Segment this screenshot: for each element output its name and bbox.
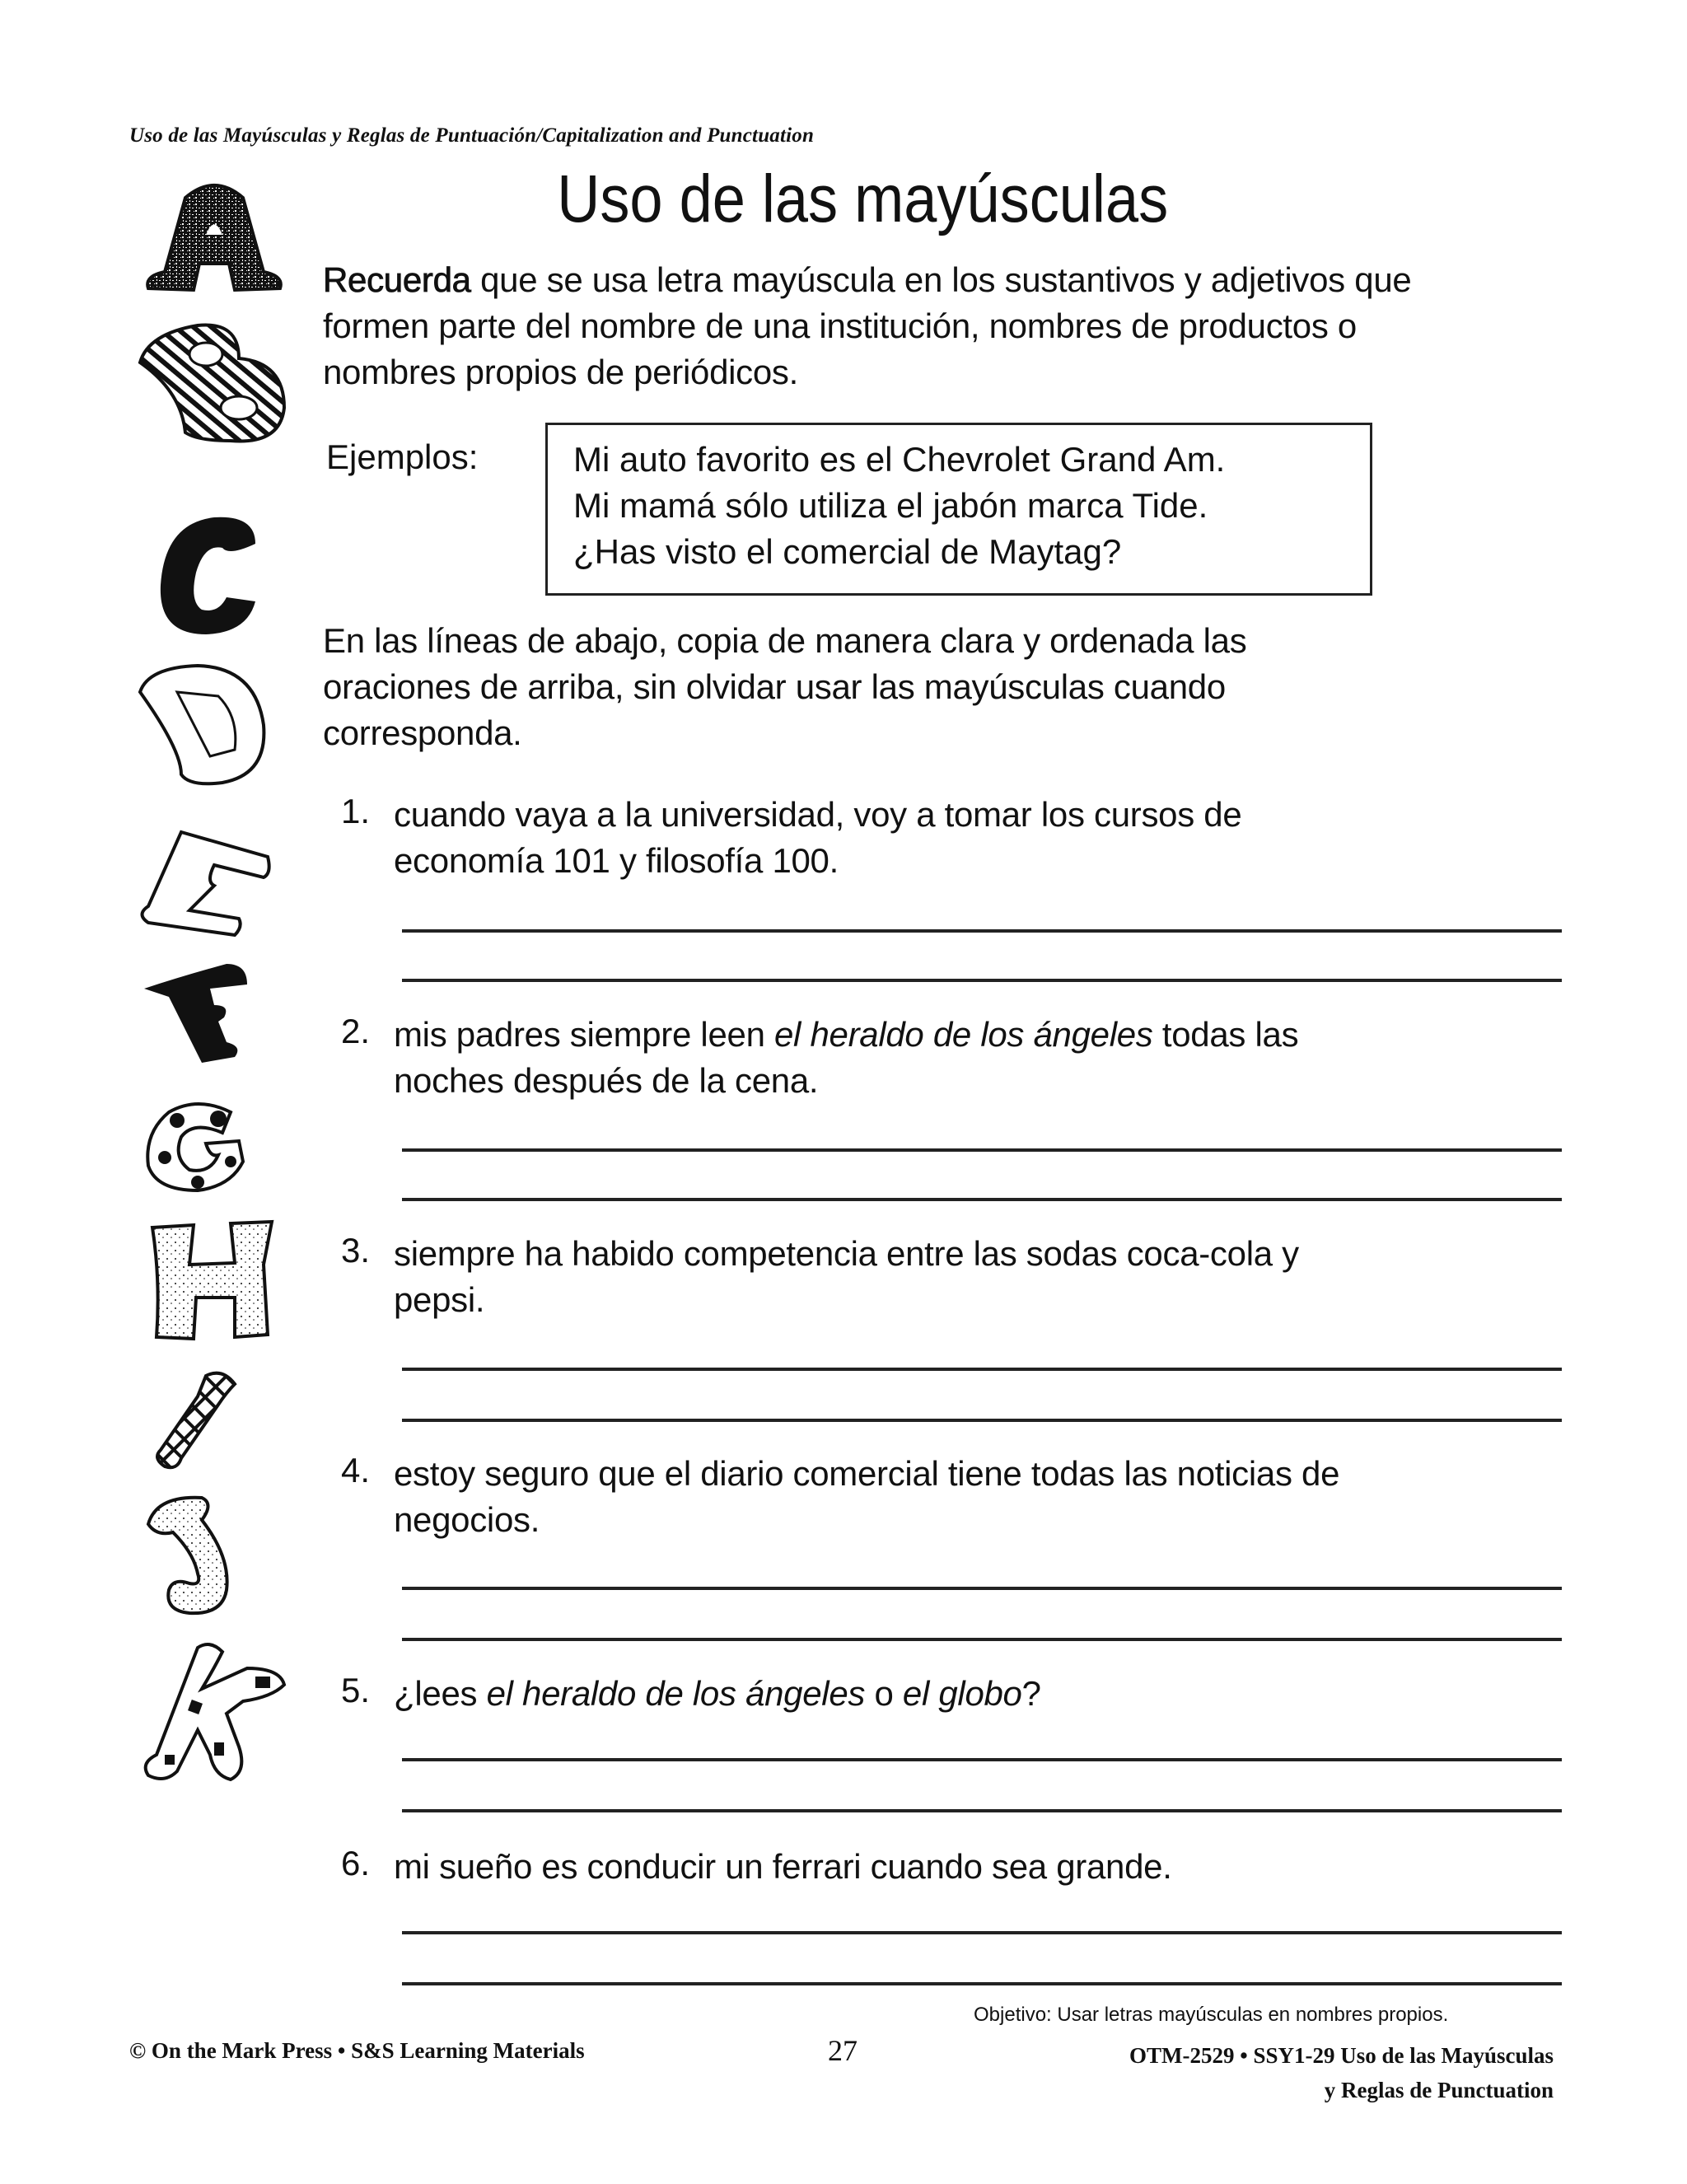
intro-bold-word: Recuerda: [323, 260, 471, 299]
exercise-item-2: [394, 1012, 1298, 1104]
footer-right-line-2: y Reglas de Punctuation: [1324, 2078, 1554, 2102]
footer-publisher: © On the Mark Press • S&S Learning Materials: [129, 2038, 585, 2063]
letter-c-icon: [132, 511, 297, 643]
example-line: ¿Has visto el comercial de Maytag?: [573, 532, 1122, 571]
item-number: 6.: [341, 1844, 371, 1882]
item-line: mi sueño es conducir un ferrari cuando sea grande.: [394, 1847, 1172, 1886]
item-italic-title: el heraldo de los ángeles: [774, 1015, 1153, 1054]
item-line: siempre ha habido competencia entre las sodas coca-cola y: [394, 1234, 1299, 1273]
item-text-part: todas las: [1152, 1015, 1299, 1054]
item-number: 3.: [341, 1231, 371, 1270]
objective-note: Objetivo: Usar letras mayúsculas en nombres propios.: [974, 2004, 1449, 2026]
item-text-part: ?: [1021, 1674, 1041, 1713]
writing-line[interactable]: [402, 1587, 1562, 1590]
writing-line[interactable]: [402, 1148, 1562, 1152]
exercise-item-3: [394, 1231, 1299, 1323]
intro-line-1: que se usa letra mayúscula en los sustantivos y adjetivos que: [470, 260, 1412, 299]
running-head: Uso de las Mayúsculas y Reglas de Puntuación/Capitalization and Punctuation: [129, 124, 815, 147]
example-line: Mi mamá sólo utiliza el jabón marca Tide.: [573, 486, 1208, 525]
writing-line[interactable]: [402, 929, 1562, 933]
writing-line[interactable]: [402, 1931, 1562, 1934]
page-title: Uso de las mayúsculas: [557, 161, 1169, 236]
item-line: noches después de la cena.: [394, 1061, 819, 1100]
writing-line[interactable]: [402, 1638, 1562, 1641]
writing-line[interactable]: [402, 1419, 1562, 1422]
letter-f-icon: [132, 960, 297, 1067]
letter-e-icon: [132, 824, 297, 939]
instructions-line-1: En las líneas de abajo, copia de manera clara y ordenada las: [323, 621, 1247, 660]
instructions-line-2: oraciones de arriba, sin olvidar usar las mayúsculas cuando: [323, 667, 1226, 706]
item-text-part: ¿lees: [394, 1674, 487, 1713]
footer-right-line-1: OTM-2529 • SSY1-29 Uso de las Mayúsculas: [1129, 2043, 1554, 2068]
letter-d-icon: [132, 659, 297, 791]
exercise-item-4: [394, 1451, 1339, 1543]
writing-line[interactable]: [402, 1368, 1562, 1371]
item-line: economía 101 y filosofía 100.: [394, 841, 839, 880]
instructions-paragraph: [323, 618, 1246, 756]
example-line: Mi auto favorito es el Chevrolet Grand Am.: [573, 440, 1226, 479]
letter-k-icon: [132, 1639, 297, 1788]
intro-line-3: nombres propios de periódicos.: [323, 353, 798, 391]
item-line: estoy seguro que el diario comercial tiene todas las noticias de: [394, 1454, 1340, 1493]
item-text-part: o: [865, 1674, 903, 1713]
letter-b-icon: [132, 317, 297, 449]
item-text-part: mis padres siempre leen: [394, 1015, 774, 1054]
examples-label: Ejemplos:: [326, 437, 479, 476]
writing-line[interactable]: [402, 979, 1562, 982]
item-number: 4.: [341, 1451, 371, 1490]
letter-i-icon: [132, 1363, 297, 1479]
examples-list: [573, 437, 1225, 575]
writing-line[interactable]: [402, 1198, 1562, 1201]
item-line: pepsi.: [394, 1280, 485, 1319]
exercise-item-5: [394, 1671, 1041, 1717]
page-number: 27: [828, 2034, 858, 2067]
item-number: 1.: [341, 792, 371, 830]
item-italic-title: el globo: [902, 1674, 1022, 1713]
letter-g-icon: [132, 1096, 297, 1195]
item-number: 2.: [341, 1012, 371, 1050]
letter-a-icon: [132, 173, 297, 297]
letter-h-icon: [132, 1215, 297, 1347]
letter-j-icon: [132, 1491, 297, 1623]
writing-line[interactable]: [402, 1982, 1562, 1985]
writing-line[interactable]: [402, 1758, 1562, 1761]
intro-paragraph: [323, 257, 1411, 395]
instructions-line-3: corresponda.: [323, 713, 522, 752]
item-line: cuando vaya a la universidad, voy a tomar los cursos de: [394, 795, 1242, 834]
exercise-item-6: [394, 1844, 1172, 1890]
writing-line[interactable]: [402, 1809, 1562, 1812]
footer-product-code: [947, 2038, 1554, 2107]
intro-line-2: formen parte del nombre de una institución, nombres de productos o: [323, 306, 1357, 345]
item-number: 5.: [341, 1671, 371, 1709]
item-italic-title: el heraldo de los ángeles: [486, 1674, 866, 1713]
item-line: negocios.: [394, 1500, 540, 1539]
exercise-item-1: [394, 792, 1241, 884]
